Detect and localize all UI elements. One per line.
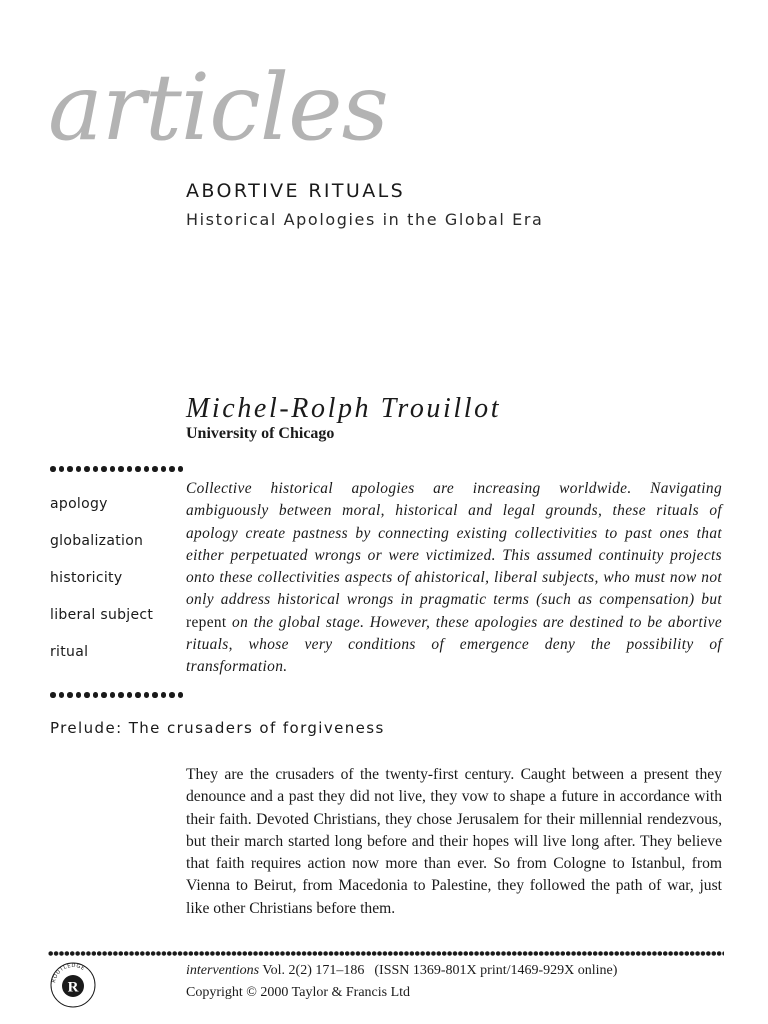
- footer-dotted-rule: [48, 951, 724, 956]
- section-label: articles: [48, 54, 388, 161]
- body-paragraph: They are the crusaders of the twenty-first century. Caught between a present they denounce and a past they did not live, they vow to shape a future in accordance with their faith. Devoted Christians, they chose Jerusalem for their millennial rendezvous, but their march started long before and their hopes will live long after. They believe that faith requires action now more than ever. So from Cologne to Istanbul, from Vienna to Beirut, from Macedonia to Palestine, they followed the path of war, just like other Christians before them.: [186, 766, 722, 917]
- abstract: [186, 478, 722, 679]
- dotted-divider-middle: [50, 692, 183, 698]
- logo-ring-text: ROUTLEDGE: [51, 962, 86, 984]
- keyword-list: [50, 494, 153, 679]
- abstract-emphasis: repent: [186, 613, 227, 631]
- keyword: globalization: [50, 533, 144, 549]
- section-heading: Prelude: The crusaders of forgiveness: [50, 719, 385, 737]
- author-affiliation: University of Chicago: [186, 425, 335, 442]
- journal-issn: (ISSN 1369-801X print/1469-929X online): [374, 963, 618, 978]
- keyword: ritual: [50, 644, 89, 660]
- journal-name: interventions: [186, 963, 260, 978]
- keyword: apology: [50, 496, 108, 512]
- copyright-line: Copyright © 2000 Taylor & Francis Ltd: [186, 985, 411, 1000]
- logo-letter: R: [67, 979, 79, 996]
- journal-volume: Vol. 2(2) 171–186: [262, 963, 365, 978]
- keyword: liberal subject: [50, 607, 154, 623]
- author-name: Michel-Rolph Trouillot: [186, 393, 502, 424]
- dotted-divider-top: [50, 466, 183, 472]
- abstract-text: Collective historical apologies are increasing worldwide. Navigating ambiguously between moral, historical and legal grounds, these rituals of apology create pastness by connecting existing collectivities to past ones that either perpetuated wrongs or were victimized. This assumed continuity projects onto these collectivities aspects of ahistorical, liberal subjects, who must now not only address historical wrongs in pragmatic terms (such as compensation) but: [186, 480, 722, 609]
- abstract-text: on the global stage. However, these apologies are destined to be abortive rituals, whose very conditions of emergence deny the possibility of transformation.: [186, 613, 722, 676]
- publisher-logo-icon: [50, 962, 96, 1008]
- article-title: ABORTIVE RITUALS: [186, 180, 406, 202]
- article-subtitle: Historical Apologies in the Global Era: [186, 210, 544, 229]
- citation-line: [186, 963, 617, 979]
- keyword: historicity: [50, 570, 123, 586]
